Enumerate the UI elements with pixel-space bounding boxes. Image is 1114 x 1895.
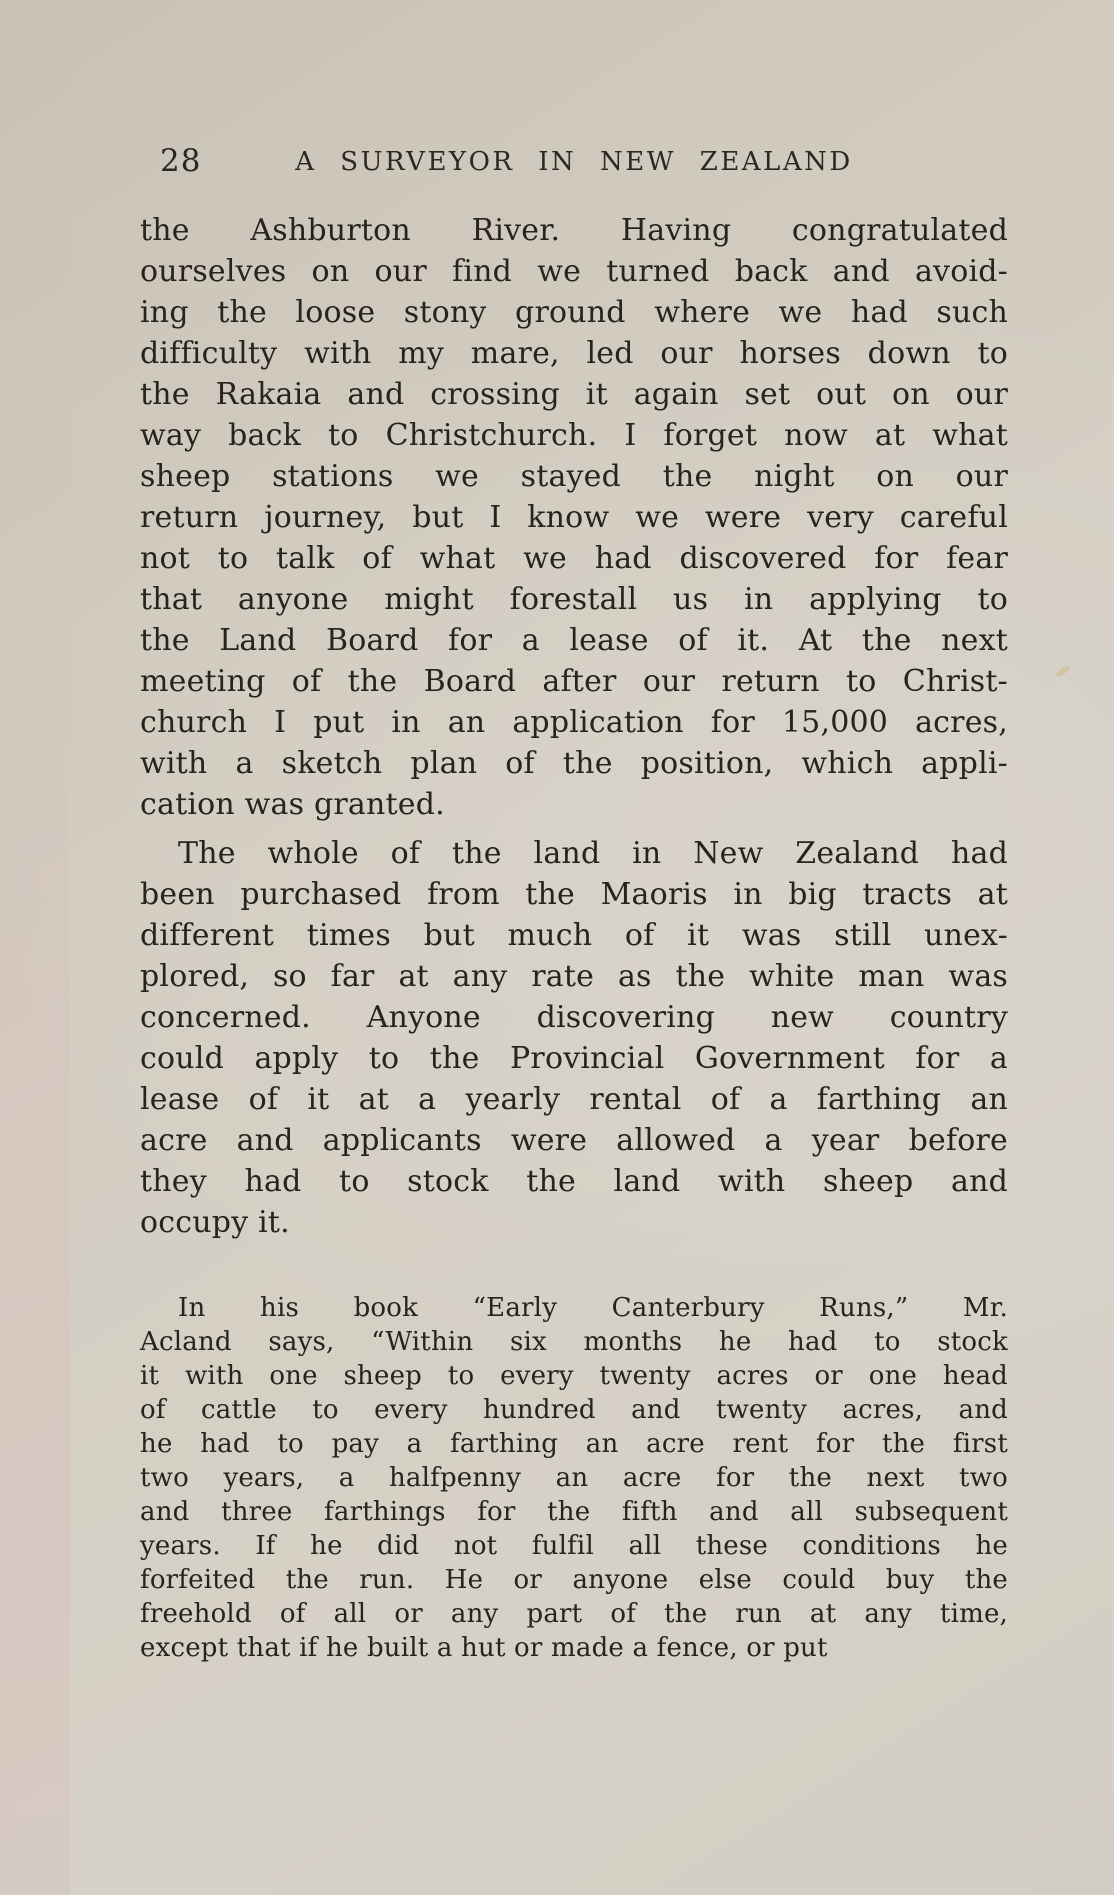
running-title: A SURVEYOR IN NEW ZEALAND [295,147,853,177]
text-line: ourselves on our find we turned back and avoid- [140,254,1008,289]
text-line: and three farthings for the fifth and all subsequent [140,1497,1008,1527]
text-line: been purchased from the Maoris in big tracts at [140,877,1008,912]
text-line: concerned. Anyone discovering new country [140,1000,1008,1035]
quote-early-canterbury-runs [140,1291,1008,1665]
text-line: the Rakaia and crossing it again set out on our [140,377,1008,412]
text-line: years. If he did not fulfil all these conditions he [140,1531,1008,1561]
text-line: sheep stations we stayed the night on our [140,459,1008,494]
text-line: return journey, but I know we were very careful [140,500,1008,535]
text-line: different times but much of it was still unex- [140,918,1008,953]
text-line: Acland says, “Within six months he had to stock [140,1327,1008,1357]
text-line: he had to pay a farthing an acre rent for the first [140,1429,1008,1459]
paragraph-application [140,210,1008,825]
text-line: acre and applicants were allowed a year before [140,1123,1008,1158]
text-line: The whole of the land in New Zealand had [178,836,1008,871]
text-line: they had to stock the land with sheep and [140,1164,1008,1199]
paper-blemish [1055,664,1072,678]
text-line: difficulty with my mare, led our horses down to [140,336,1008,371]
text-line: ing the loose stony ground where we had such [140,295,1008,330]
text-line: except that if he built a hut or made a fence, or put [140,1633,828,1663]
text-line: the Ashburton River. Having congratulated [140,213,1008,248]
text-line: In his book “Early Canterbury Runs,” Mr. [178,1293,1008,1323]
text-line: of cattle to every hundred and twenty acres, and [140,1395,1008,1425]
text-line: forfeited the run. He or anyone else could buy the [140,1565,1008,1595]
text-line: meeting of the Board after our return to Christ- [140,664,1008,699]
text-block [140,210,1008,1665]
running-head [0,143,1114,183]
text-line: with a sketch plan of the position, which appli- [140,746,1008,781]
text-line: two years, a halfpenny an acre for the next two [140,1463,1008,1493]
text-line: that anyone might forestall us in applying to [140,582,1008,617]
text-line: church I put in an application for 15,000 acres, [140,705,1008,740]
text-line: way back to Christchurch. I forget now at what [140,418,1008,453]
text-line: could apply to the Provincial Government for a [140,1041,1008,1076]
paragraph-land-purchase [140,833,1008,1243]
text-line: not to talk of what we had discovered for fear [140,541,1008,576]
text-line: it with one sheep to every twenty acres or one head [140,1361,1008,1391]
text-line: cation was granted. [140,787,445,822]
text-line: lease of it at a yearly rental of a farthing an [140,1082,1008,1117]
text-line: freehold of all or any part of the run at any time, [140,1599,1008,1629]
text-line: plored, so far at any rate as the white man was [140,959,1008,994]
text-line: the Land Board for a lease of it. At the next [140,623,1008,658]
page-number: 28 [160,143,202,179]
text-line: occupy it. [140,1205,290,1240]
